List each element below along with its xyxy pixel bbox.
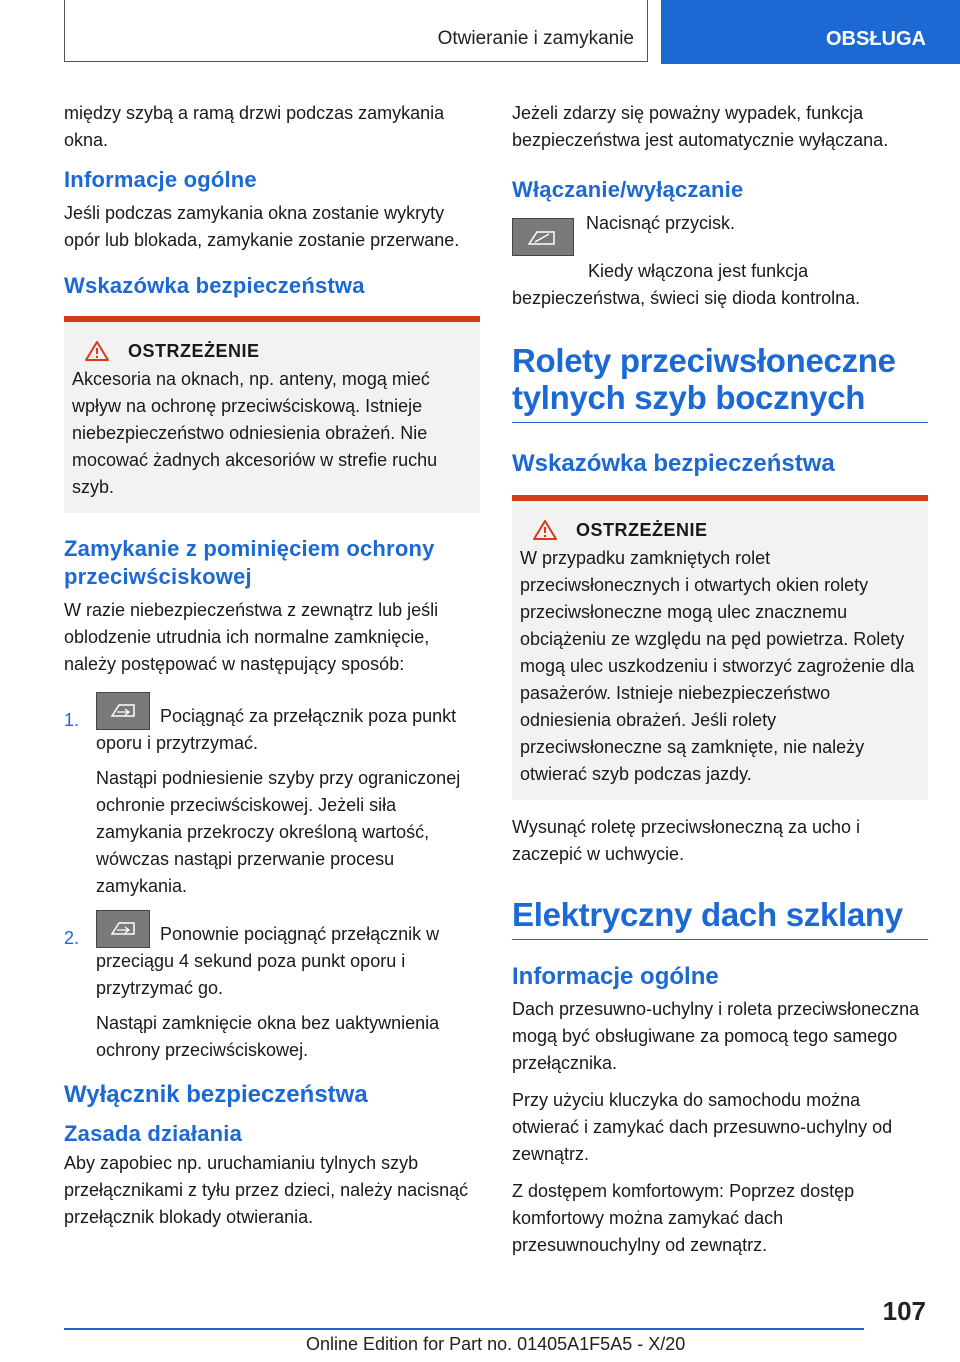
right-column (512, 100, 928, 1269)
footer-divider (64, 1328, 864, 1330)
roof-text-3: Z dostępem komfortowym: Poprzez dostęp komfortowy można zamykać dach przesuwnouchylny od zewnątrz. (512, 1181, 855, 1255)
step-number: 2. (64, 928, 80, 948)
accident-text: Jeżeli zdarzy się poważny wypadek, funkcja bezpieczeństwa jest automatycznie wyłączana. (512, 103, 889, 150)
step-text: Ponownie pociągnąć przełącznik w przeciągu 4 sekund poza punkt oporu i przytrzymać go. (96, 924, 440, 998)
press-text: Nacisnąć przycisk. (586, 213, 736, 233)
heading-bypass: Zamykanie z pominięciem ochrony przeciwściskowej (64, 536, 435, 589)
onoff-block (512, 210, 928, 256)
warning-triangle-icon (532, 519, 558, 541)
left-column (64, 100, 480, 1241)
roof-text-2: Przy użyciu kluczyka do samochodu można otwierać i zamykać dach przesuwno-uchylny od zewnątrz. (512, 1090, 893, 1164)
heading-sun-blinds: Rolety przeciwsłoneczne tylnych szyb bocznych (512, 342, 928, 423)
page-number: 107 (882, 1296, 926, 1326)
heading-glass-roof: Elektryczny dach szklany (512, 896, 928, 940)
warning-triangle-icon (84, 340, 110, 362)
heading-onoff: Włączanie/wyłączanie (512, 177, 744, 202)
window-switch-icon (96, 692, 150, 730)
blind-text: Wysunąć roletę przeciwsłoneczną za ucho i zaczepić w uchwycie. (512, 817, 861, 864)
step-note: Nastąpi podniesienie szyby przy ograniczonej ochronie przeciwściskowej. Jeżeli siła zamykania przekroczy określoną wartość, wówczas nastąpi przerwanie procesu zamykania. (96, 768, 461, 896)
window-lock-button-icon (512, 218, 574, 256)
section-tab[interactable]: OBSŁUGA (661, 0, 960, 64)
warning-header-2 (532, 519, 920, 541)
step-text: Pociągnąć za przełącznik poza punkt oporu i przytrzymać. (96, 706, 457, 753)
roof-text-1: Dach przesuwno-uchylny i roleta przeciwsłoneczna mogą być obsługiwane za pomocą tego samego przełącznika. (512, 999, 920, 1073)
warning-box (64, 316, 480, 513)
led-text: Kiedy włączona jest funkcja bezpieczeństwa, świeci się dioda kontrolna. (512, 261, 861, 308)
warning-title: OSTRZEŻENIE (128, 340, 260, 361)
warning-text-2: W przypadku zamkniętych rolet przeciwsłonecznych i otwartych okien rolety przeciwsłoneczne mogą ulec znacznemu obciążeniu ze względu na pęd powietrza. Rolety mogą ulec uszkodzeniu i stworzyć zagrożenie dla pasażerów. Istnieje niebezpieczeństwo odniesienia obrażeń. Jeśli rolety przeciwsłoneczne są zamknięte, nie należy otwierać szyb podczas jazdy. (520, 548, 915, 784)
intro-text: między szybą a ramą drzwi podczas zamykania okna. (64, 103, 445, 150)
warning-text: Akcesoria na oknach, np. anteny, mogą mieć wpływ na ochronę przeciwściskową. Istnieje niebezpieczeństwo odniesienia obrażeń. Nie mocować żadnych akcesoriów w strefie ruchu szyb. (72, 369, 438, 497)
warning-title-2: OSTRZEŻENIE (576, 519, 708, 540)
window-switch-icon (96, 910, 150, 948)
step-number: 1. (64, 710, 80, 730)
step-item (64, 692, 480, 900)
heading-general: Informacje ogólne (64, 167, 257, 192)
heading-safety-switch: Wyłącznik bezpieczeństwa (64, 1081, 368, 1108)
chapter-title: Otwieranie i zamykanie (437, 28, 634, 49)
principle-text: Aby zapobiec np. uruchamianiu tylnych szyb przełącznikami z tyłu przez dzieci, należy nacisnąć przełącznik blokady otwierania. (64, 1153, 469, 1227)
step-item (64, 910, 480, 1064)
page-header (0, 0, 960, 64)
heading-general-2: Informacje ogólne (512, 963, 719, 990)
warning-header (84, 340, 472, 362)
general-text: Jeśli podczas zamykania okna zostanie wykryty opór lub blokada, zamykanie zostanie przerwane. (64, 203, 460, 250)
edition-text: Online Edition for Part no. 01405A1F5A5 - X/20 (306, 1334, 686, 1354)
heading-safety: Wskazówka bezpieczeństwa (64, 273, 365, 298)
warning-box-2 (512, 495, 928, 800)
steps-list (64, 692, 480, 1064)
bypass-text: W razie niebezpieczeństwa z zewnątrz lub jeśli oblodzenie utrudnia ich normalne zamknięcie, należy postępować w następujący sposób: (64, 600, 439, 674)
heading-principle: Zasada działania (64, 1121, 243, 1146)
step-note: Nastąpi zamknięcie okna bez uaktywnienia ochrony przeciwściskowej. (96, 1013, 440, 1060)
heading-safety-2: Wskazówka bezpieczeństwa (512, 450, 835, 477)
